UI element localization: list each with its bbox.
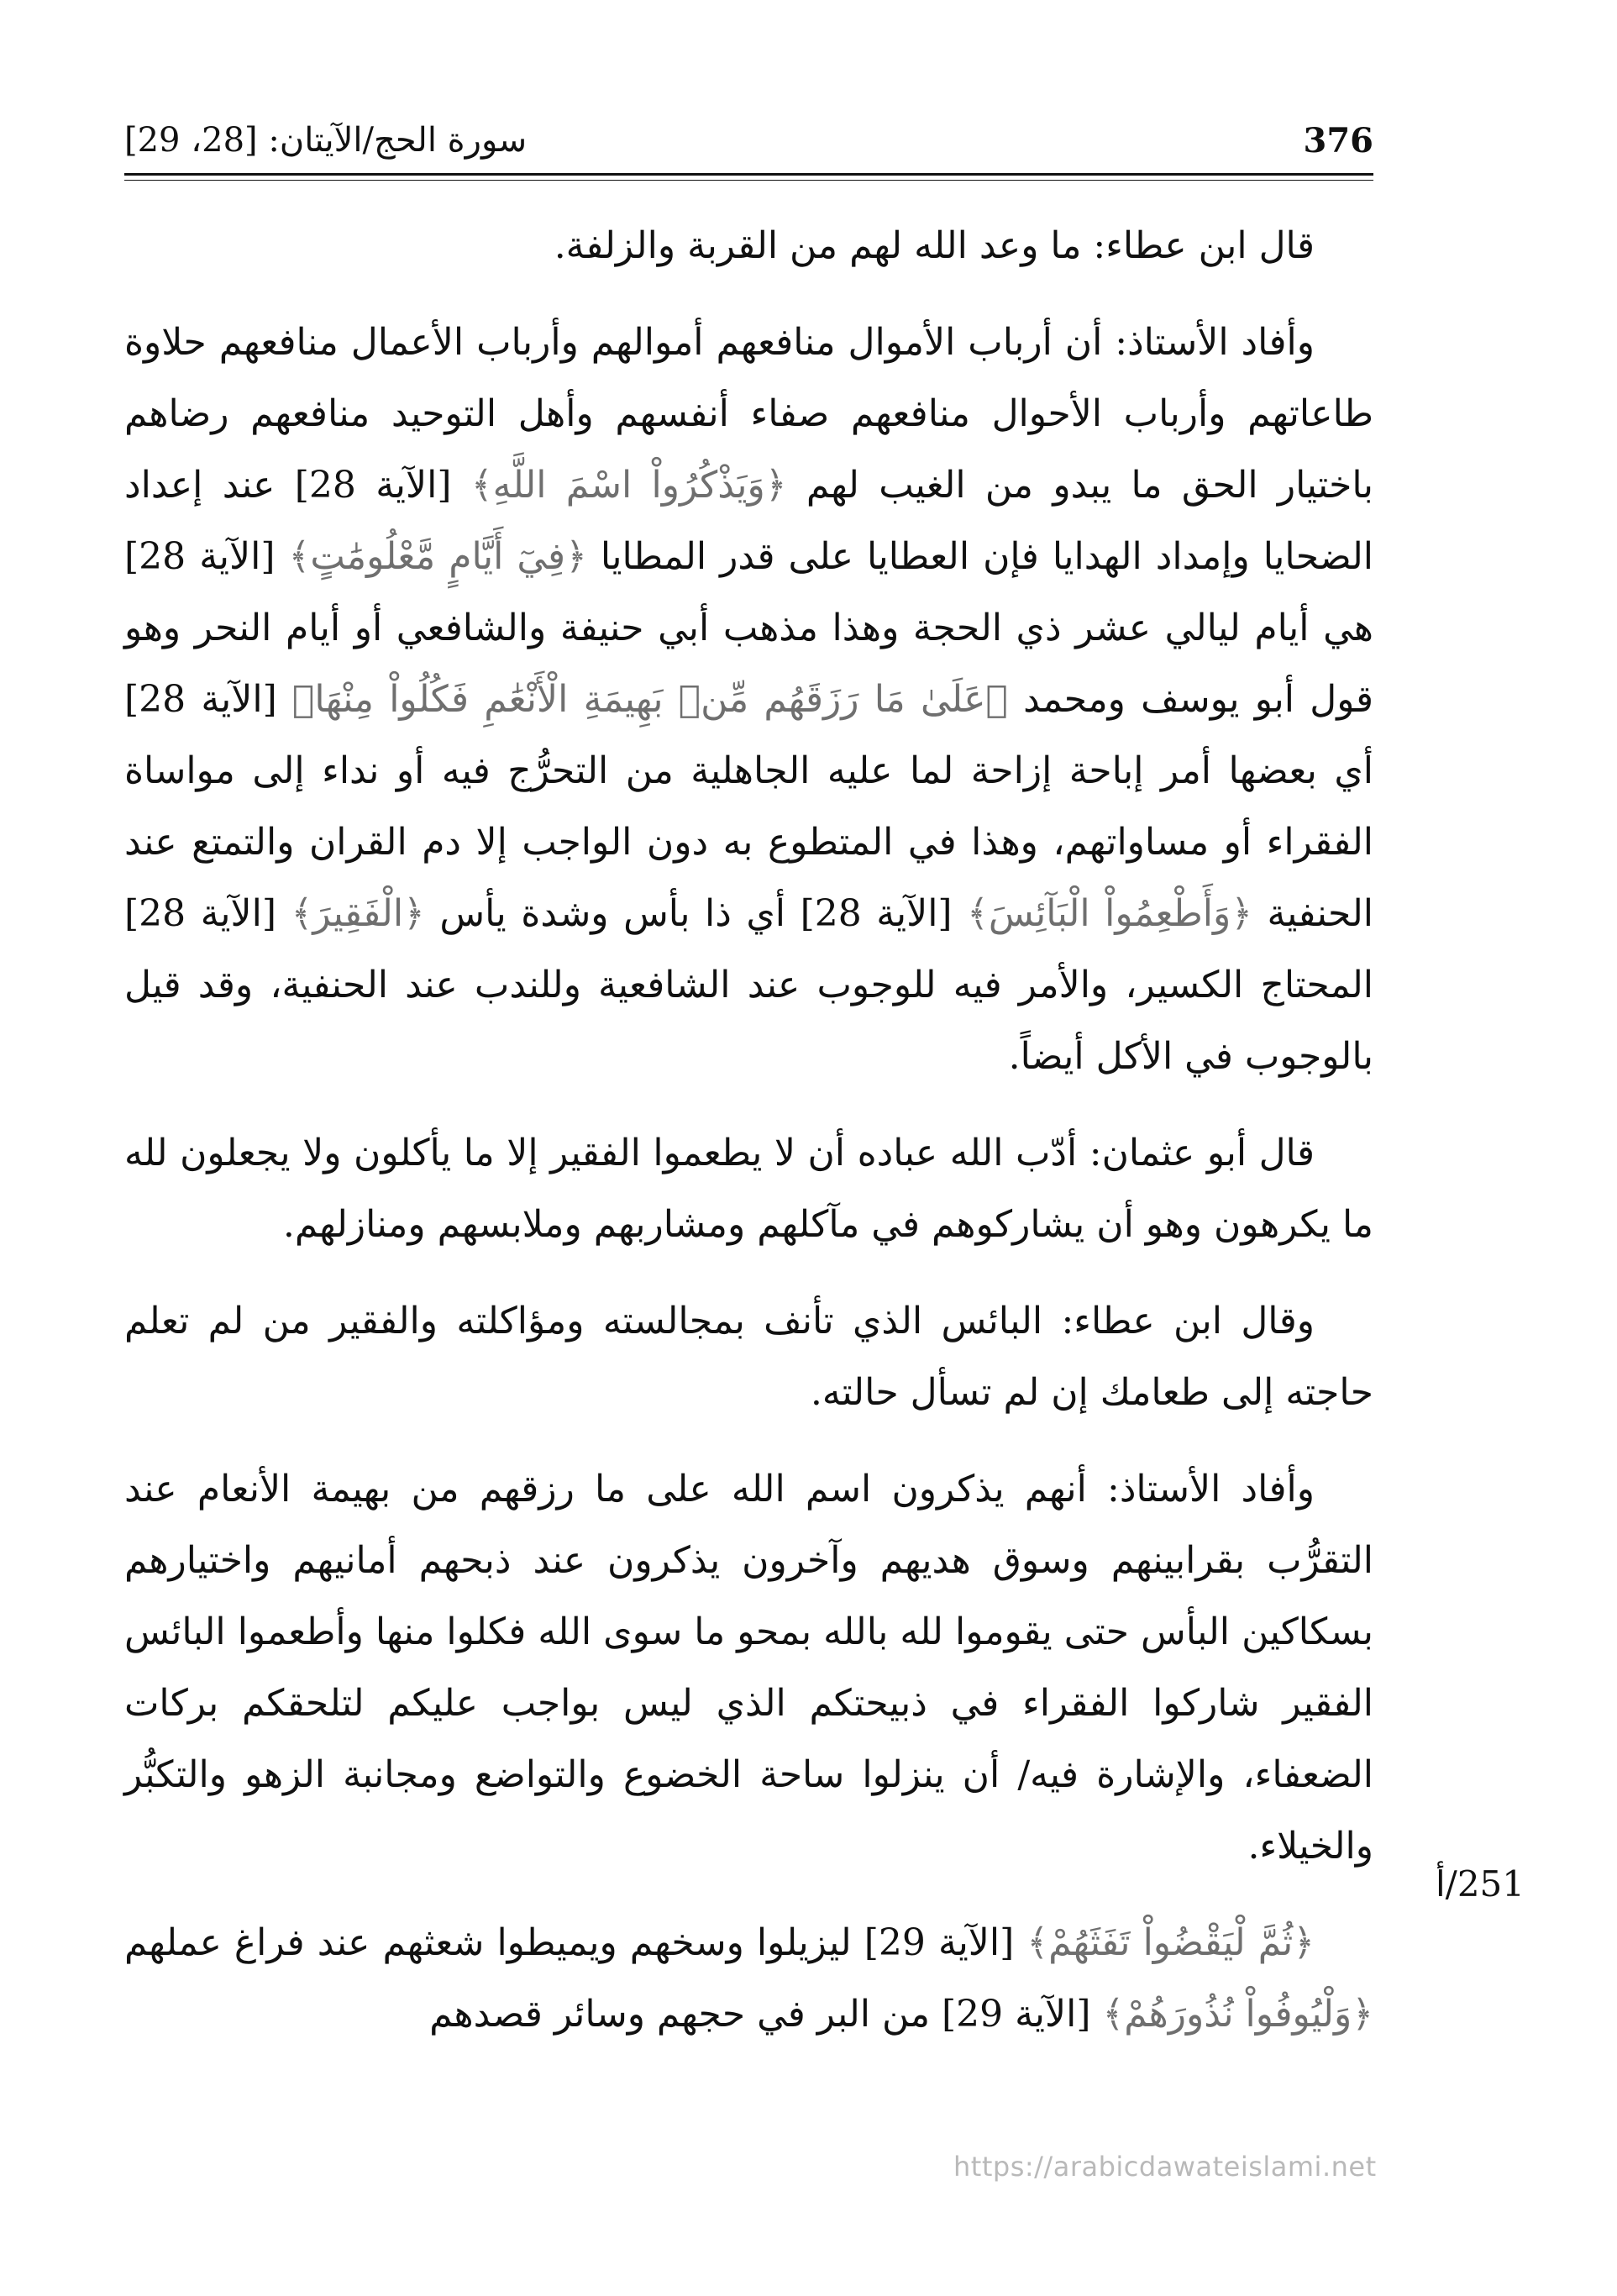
margin-folio-note: 251/أ	[1436, 1863, 1525, 1905]
quran-verse-quote: ﴿ثُمَّ لْيَقْضُواْ تَفَثَهُمْ﴾	[1026, 1921, 1315, 1964]
text-run: قال أبو عثمان: أدّب الله عباده أن لا يطعموا الفقير إلا ما يأكلون ولا يجعلون لله ما يكرهون وهو أن يشاركوهم في مآكلهم ومشاربهم وملابسهم ومنازلهم.	[124, 1132, 1373, 1246]
text-run: قال ابن عطاء: ما وعد الله لهم من القربة والزلفة.	[554, 224, 1315, 267]
quran-verse-quote: ﴿وَأَطْعِمُواْ الْبَآئِسَ﴾	[967, 892, 1253, 935]
paragraph	[124, 1453, 1373, 1882]
running-head	[124, 118, 1373, 176]
paragraph	[124, 1907, 1373, 2050]
header-rule-thin	[124, 180, 1373, 181]
chapter-title: سورة الحج/الآيتان: [28، 29]	[124, 121, 528, 160]
text-run: وأفاد الأستاذ: أنهم يذكرون اسم الله على ما رزقهم من بهيمة الأنعام عند التقرُّب بقرابينهم وسوق هديهم وآخرون يذكرون عند ذبحهم أمانيهم واختيارهم بسكاكين البأس حتى يقوموا لله بالله بمحو ما سوى الله فكلوا منها وأطعموا البائس الفقير شاركوا الفقراء في ذبيحتكم الذي ليس بواجب عليكم لتلحقكم بركات الضعفاء، والإشارة فيه/ أن ينزلوا ساحة الخضوع والتواضع ومجانبة الزهو والتكبُّر والخيلاء.	[124, 1468, 1373, 1868]
quran-verse-quote: ﴿وَلْيُوفُواْ نُذُورَهُمْ﴾	[1102, 1993, 1373, 2036]
text-run: [الآية 28] عند إعداد الضحايا وإمداد الهدايا فإن العطايا على قدر المطايا	[124, 464, 1373, 578]
quran-verse-quote: ﴿فِيٓ أَيَّامٍ مَّعْلُومَٰتٍ﴾	[288, 535, 587, 578]
quran-verse-quote: ﴿الْفَقِيرَ﴾	[291, 892, 425, 935]
quran-verse-quote: ﴿عَلَىٰ مَا رَزَقَهُم مِّنۢ بَهِيمَةِ الْأَنْعَٰمِ فَكُلُواْ مِنْهَا﴾	[292, 678, 1008, 721]
body-text	[124, 210, 1373, 2075]
text-run: [الآية 28] أي ذا بأس وشدة يأس	[424, 892, 968, 935]
paragraph	[124, 307, 1373, 1092]
watermark-url: https://arabicdawateislami.net	[953, 2151, 1377, 2183]
page-number: 376	[1303, 121, 1373, 160]
text-run: وقال ابن عطاء: البائس الذي تأنف بمجالسته ومؤاكلته والفقير من لم تعلم حاجته إلى طعامك إن لم تسأل حالته.	[124, 1300, 1373, 1414]
quran-verse-quote: ﴿وَيَذْكُرُواْ اسْمَ اللَّهِ﴾	[470, 464, 787, 507]
text-run: [الآية 28] المحتاج الكسير، والأمر فيه للوجوب عند الشافعية وللندب عند الحنفية، وقد قيل بالوجوب في الأكل أيضاً.	[124, 892, 1373, 1078]
text-run: [الآية 29] من البر في حجهم وسائر قصدهم	[429, 1993, 1103, 2036]
paragraph	[124, 210, 1373, 281]
paragraph	[124, 1117, 1373, 1260]
text-run: وأفاد الأستاذ: أن أرباب الأموال منافعهم أموالهم وأرباب الأعمال منافعهم حلاوة طاعاتهم وأرباب الأحوال منافعهم صفاء أنفسهم وأهل التوحيد منافعهم رضاهم باختيار الحق ما يبدو من الغيب لهم	[124, 321, 1373, 507]
paragraph	[124, 1285, 1373, 1428]
text-run: [الآية 28] أي بعضها أمر إباحة إزاحة لما عليه الجاهلية من التحرُّج فيه أو نداء إلى مواساة الفقراء أو مساواتهم، وهذا في المتطوع به دون الواجب إلا دم القران والتمتع عند الحنفية	[124, 678, 1373, 935]
text-run: [الآية 28] هي أيام ليالي عشر ذي الحجة وهذا مذهب أبي حنيفة والشافعي أو أيام النحر وهو قول أبو يوسف ومحمد	[124, 535, 1373, 721]
text-run: [الآية 29] ليزيلوا وسخهم ويميطوا شعثهم عند فراغ عملهم	[124, 1921, 1027, 1964]
header-rule-thick	[124, 173, 1373, 176]
